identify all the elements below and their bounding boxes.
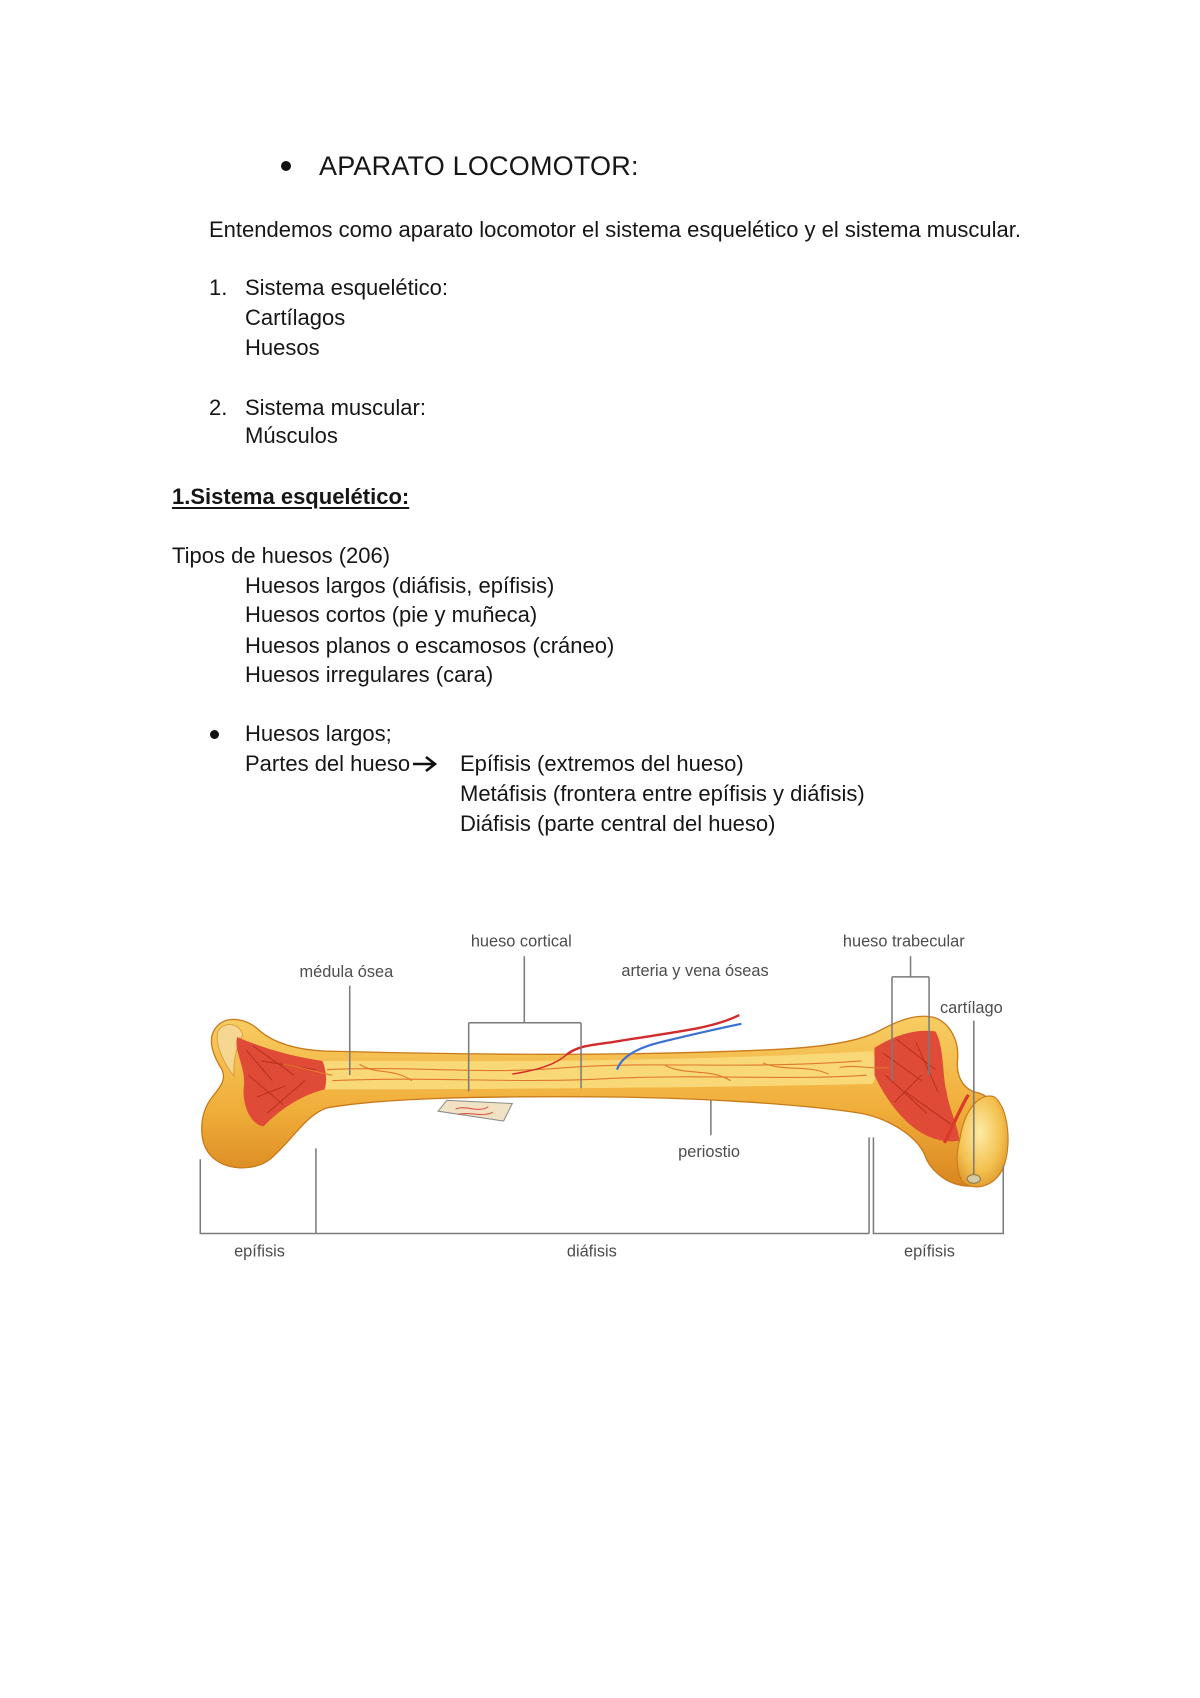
bone-type-item: Huesos largos (diáfisis, epífisis) (245, 573, 555, 598)
list-number: 1. (209, 275, 228, 300)
artery-line (567, 1015, 739, 1054)
bone-part-item: Epífisis (extremos del hueso) (460, 751, 744, 776)
label-vessels: arteria y vena óseas (621, 961, 769, 980)
label-epiphysis-right: epífisis (903, 1242, 955, 1261)
bone-type-item: Huesos planos o escamosos (cráneo) (245, 633, 615, 658)
arrow-right-icon (411, 753, 439, 775)
label-trabecular-bone: hueso trabecular (842, 932, 965, 951)
label-diaphysis: diáfisis (566, 1242, 617, 1261)
page-title: APARATO LOCOMOTOR: (319, 151, 639, 181)
list-item-label: Sistema muscular: (245, 395, 426, 420)
label-epiphysis-left: epífisis (234, 1242, 285, 1261)
condyle-nub (967, 1175, 980, 1184)
label-cortical-bone: hueso cortical (470, 932, 572, 951)
bone-parts-label: Partes del hueso (245, 751, 411, 776)
long-bones-label: Huesos largos; (245, 721, 392, 746)
list-subitem: Músculos (245, 423, 338, 448)
bone-type-item: Huesos irregulares (cara) (245, 662, 494, 687)
bone-type-item: Huesos cortos (pie y muñeca) (245, 602, 538, 627)
list-subitem: Huesos (245, 335, 320, 360)
list-item-label: Sistema esquelético: (245, 275, 448, 300)
bullet-icon (210, 730, 219, 739)
cut-sample (438, 1100, 512, 1121)
label-bone-marrow: médula ósea (299, 962, 394, 981)
long-bone-diagram (185, 895, 1036, 1299)
bullet-icon (281, 161, 291, 171)
bone-part-item: Metáfisis (frontera entre epífisis y diáfisis) (460, 781, 865, 806)
intro-text: Entendemos como aparato locomotor el sistema esquelético y el sistema muscular. (209, 217, 1021, 242)
label-periosteum: periostio (678, 1143, 740, 1162)
section-heading: 1.Sistema esquelético: (172, 484, 410, 509)
bone-types-label: Tipos de huesos (206) (172, 543, 391, 568)
bone-part-item: Diáfisis (parte central del hueso) (460, 811, 776, 836)
label-cartilage: cartílago (939, 998, 1003, 1017)
list-subitem: Cartílagos (245, 305, 346, 330)
list-number: 2. (209, 395, 228, 420)
bracket-diaphysis (316, 1137, 869, 1233)
